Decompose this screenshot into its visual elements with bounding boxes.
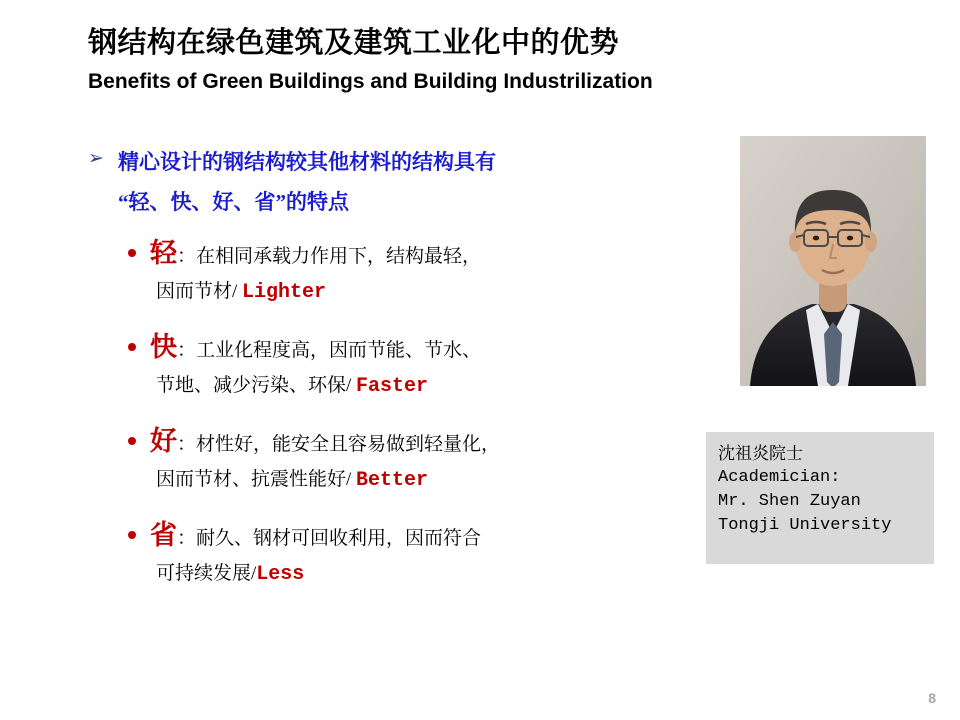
caption-name-en: Mr. Shen Zuyan	[718, 492, 861, 511]
keyword-colon: ：	[177, 528, 197, 549]
list-item	[128, 518, 708, 592]
list-item-text-cn: 材性好，能安全且容易做到轻量化，	[196, 434, 501, 455]
list-item-line1	[150, 236, 708, 275]
list-item-text-cn2: 因而节材/	[156, 281, 243, 302]
keyword-colon: ：	[177, 434, 197, 455]
list-item-text-cn: 工业化程度高，因而节能、节水、	[196, 340, 482, 361]
list-item-line2	[150, 369, 708, 404]
list-item	[128, 424, 708, 498]
caption-role-en: Academician:	[718, 468, 841, 487]
round-bullet-icon	[128, 437, 136, 445]
portrait-photo	[740, 136, 926, 386]
page-number: 8	[928, 690, 936, 706]
keyword: 轻	[150, 238, 177, 268]
list-item-line2	[150, 557, 708, 592]
level1-line2: “轻、快、好、省”的特点	[118, 190, 349, 214]
arrow-bullet-icon: ➢	[88, 148, 104, 169]
keyword: 省	[150, 520, 177, 550]
list-item-text-en: Faster	[356, 375, 429, 398]
list-item-text-cn2: 因而节材、抗震性能好/	[156, 469, 357, 490]
level1-bullet	[88, 142, 688, 222]
list-item-text-cn: 耐久、钢材可回收利用，因而符合	[196, 528, 482, 549]
list-item-text-en: Better	[356, 469, 429, 492]
keyword-colon: ：	[177, 246, 197, 267]
list-item	[128, 236, 708, 310]
list-item-text-en: Less	[256, 563, 305, 586]
keyword-colon: ：	[177, 340, 197, 361]
list-item-line1	[150, 330, 708, 369]
page-title-chinese: 钢结构在绿色建筑及建筑工业化中的优势	[88, 27, 620, 59]
list-item-line1	[150, 518, 708, 557]
keyword: 快	[150, 332, 177, 362]
round-bullet-icon	[128, 249, 136, 257]
keyword: 好	[150, 426, 177, 456]
level1-text	[118, 142, 496, 222]
level2-bullet-list	[128, 236, 708, 612]
list-item-line1	[150, 424, 708, 463]
list-item-line2	[150, 275, 708, 310]
page-title-english: Benefits of Green Buildings and Building Industrilization	[88, 70, 653, 93]
caption-box	[706, 432, 934, 564]
list-item-line2	[150, 463, 708, 498]
list-item	[128, 330, 708, 404]
list-item-text-cn2: 节地、减少污染、环保/	[156, 375, 357, 396]
list-item-text-en: Lighter	[242, 281, 327, 304]
list-item-text-cn2: 可持续发展/	[156, 563, 257, 584]
round-bullet-icon	[128, 343, 136, 351]
list-item-text-cn: 在相同承载力作用下，结构最轻，	[196, 246, 482, 267]
level1-line1: 精心设计的钢结构较其他材料的结构具有	[118, 150, 496, 174]
caption-affiliation-en: Tongji University	[718, 516, 892, 535]
round-bullet-icon	[128, 531, 136, 539]
caption-name-cn: 沈祖炎院士	[718, 444, 803, 463]
